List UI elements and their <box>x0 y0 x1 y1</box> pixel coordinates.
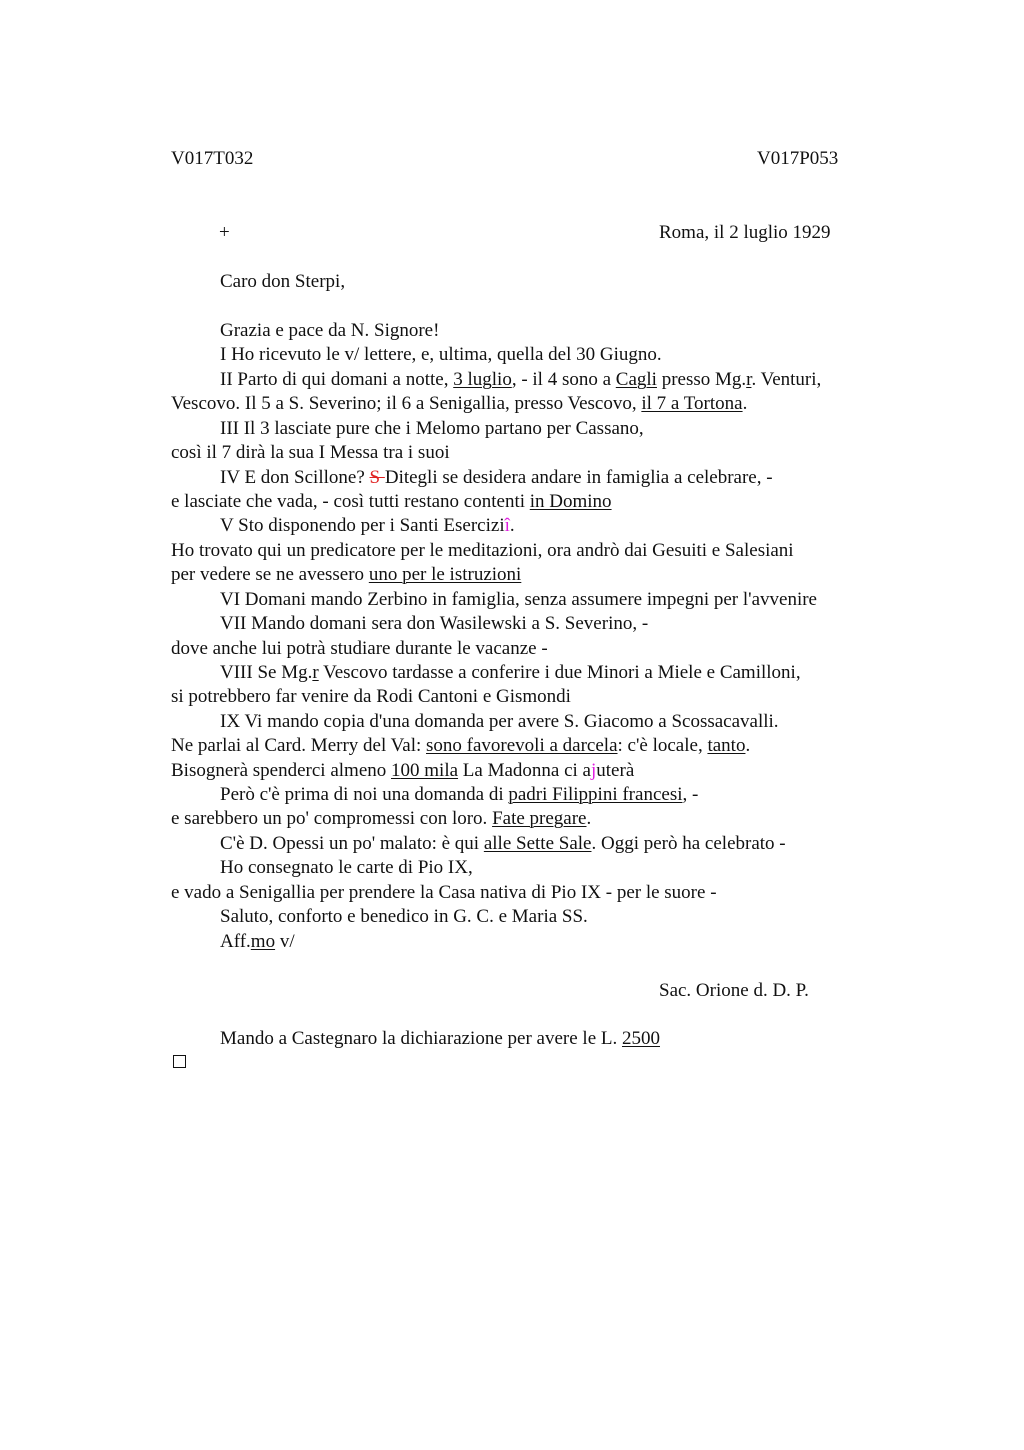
underlined-text: 2500 <box>621 1028 660 1049</box>
paragraph-9-line-1: IX Vi mando copia d'una domanda per avere S. Giacomo a Scossacavalli. <box>220 711 779 732</box>
text-run: Ditegli se desidera andare in famiglia a celebrare, - <box>384 467 773 488</box>
letter-date: Roma, il 2 luglio 1929 <box>659 222 831 243</box>
affectionate-sign-off <box>220 931 295 953</box>
underlined-text: sono favorevoli a darcela <box>426 735 618 756</box>
text-run: v/ <box>275 931 295 952</box>
paragraph-10-line-1 <box>220 784 698 806</box>
text-run: . <box>586 808 592 829</box>
text-run: Però c'è prima di noi una domanda di <box>220 784 509 805</box>
text-run: : c'è locale, <box>617 735 708 756</box>
text-run: Aff. <box>220 931 251 952</box>
paragraph-12-line-2: e vado a Senigallia per prendere la Casa nativa di Pio IX - per le suore - <box>171 882 717 903</box>
paragraph-9-line-2 <box>171 735 750 757</box>
paragraph-5-line-3 <box>171 564 521 586</box>
highlighted-correction: j <box>591 760 597 781</box>
postscript <box>220 1028 660 1050</box>
text-run: Ne parlai al Card. Merry del Val: <box>171 735 427 756</box>
text-run: Vescovo tardasse a conferire i due Minori a Miele e Camilloni, <box>318 662 801 683</box>
text-run: V Sto disponendo per i Santi Esercizi <box>220 515 505 536</box>
paragraph-7-line-1: VII Mando domani sera don Wasilewski a S. Severino, - <box>220 613 649 634</box>
text-run: IV E don Scillone? <box>220 467 370 488</box>
text-run: e lasciate che vada, - così tutti restano contenti <box>171 491 530 512</box>
paragraph-9-line-3 <box>171 760 634 782</box>
text-run: Mando a Castegnaro la dichiarazione per avere le L. <box>220 1028 622 1049</box>
end-marker-box <box>173 1055 186 1068</box>
struck-correction: S <box>369 467 385 488</box>
salutation: Caro don Sterpi, <box>220 271 346 292</box>
paragraph-1: I Ho ricevuto le v/ lettere, e, ultima, quella del 30 Giugno. <box>220 344 662 365</box>
text-run: VIII Se Mg. <box>220 662 313 683</box>
underlined-text: in Domino <box>529 491 612 512</box>
underlined-text: tanto <box>707 735 746 756</box>
text-run: . Oggi però ha celebrato - <box>591 833 786 854</box>
text-run: uterà <box>596 760 635 781</box>
paragraph-4-line-2 <box>171 491 612 513</box>
paragraph-5-line-2: Ho trovato qui un predicatore per le meditazioni, ora andrò dai Gesuiti e Salesiani <box>171 540 794 561</box>
paragraph-3-line-1: III Il 3 lasciate pure che i Melomo partano per Cassano, <box>220 418 644 439</box>
text-run: . <box>509 515 515 536</box>
underlined-text: mo <box>250 931 276 952</box>
text-run: per vedere se ne avessero <box>171 564 369 585</box>
text-run: Bisognerà spenderci almeno <box>171 760 392 781</box>
underlined-text: r <box>746 369 752 390</box>
underlined-text: padri Filippini francesi <box>508 784 683 805</box>
paragraph-2-line-2 <box>171 393 747 415</box>
underlined-text: r <box>312 662 319 683</box>
paragraph-8-line-1 <box>220 662 801 684</box>
signature: Sac. Orione d. D. P. <box>659 980 809 1001</box>
text-run: , - <box>682 784 699 805</box>
paragraph-6: VI Domani mando Zerbino in famiglia, senza assumere impegni per l'avvenire <box>220 589 817 610</box>
text-run: Vescovo. Il 5 a S. Severino; il 6 a Senigallia, presso Vescovo, <box>171 393 642 414</box>
paragraph-10-line-2 <box>171 808 591 830</box>
underlined-text: 100 mila <box>391 760 459 781</box>
paragraph-11 <box>220 833 786 855</box>
underlined-text: Fate pregare <box>492 808 587 829</box>
text-run: . <box>742 393 748 414</box>
paragraph-7-line-2: dove anche lui potrà studiare durante le vacanze - <box>171 638 548 659</box>
header-left-code: V017T032 <box>171 148 254 169</box>
text-run: , - il 4 sono a <box>511 369 616 390</box>
underlined-text: il 7 a Tortona <box>641 393 743 414</box>
text-run: II Parto di qui domani a notte, <box>220 369 454 390</box>
greeting: Grazia e pace da N. Signore! <box>220 320 440 341</box>
text-run: . Venturi, <box>751 369 822 390</box>
cross-mark: + <box>219 222 230 243</box>
paragraph-3-line-2: così il 7 dirà la sua I Messa tra i suoi <box>171 442 450 463</box>
paragraph-12-line-1: Ho consegnato le carte di Pio IX, <box>220 857 473 878</box>
underlined-text: Cagli <box>615 369 657 390</box>
paragraph-2-line-1 <box>220 369 821 391</box>
text-run: La Madonna ci a <box>458 760 591 781</box>
paragraph-8-line-2: si potrebbero far venire da Rodi Cantoni e Gismondi <box>171 686 571 707</box>
underlined-text: 3 luglio <box>453 369 512 390</box>
paragraph-4-line-1 <box>220 467 773 489</box>
underlined-text: uno per le istruzioni <box>368 564 522 585</box>
closing-line: Saluto, conforto e benedico in G. C. e Maria SS. <box>220 906 588 927</box>
text-run: C'è D. Opessi un po' malato: è qui <box>220 833 484 854</box>
text-run: . <box>745 735 751 756</box>
paragraph-5-line-1 <box>220 515 515 537</box>
text-run: presso Mg. <box>656 369 747 390</box>
header-right-code: V017P053 <box>757 148 839 169</box>
highlighted-correction: î <box>504 515 510 536</box>
underlined-text: alle Sette Sale <box>483 833 592 854</box>
text-run: e sarebbero un po' compromessi con loro. <box>171 808 493 829</box>
